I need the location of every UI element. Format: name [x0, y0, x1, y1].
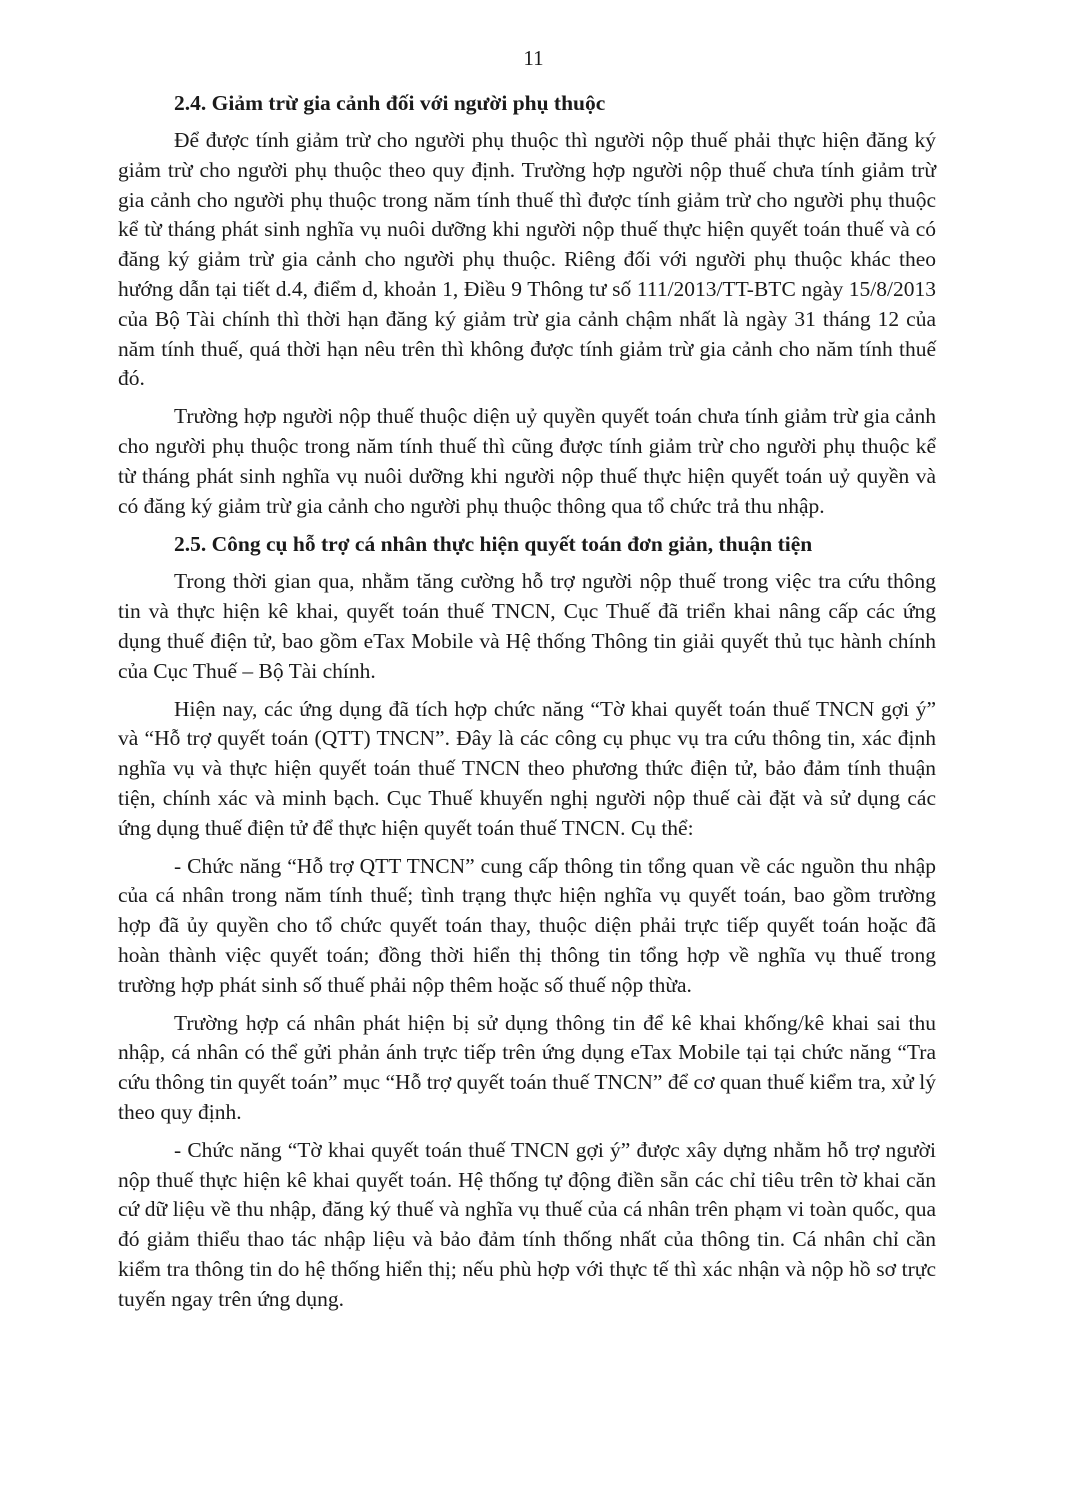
paragraph: Trong thời gian qua, nhằm tăng cường hỗ trợ người nộp thuế trong việc tra cứu thông tin và thực hiện kê khai, quyết toán thuế TNCN, Cục Thuế đã triển khai nâng cấp các ứng dụng thuế điện tử, bao gồm eTax Mobile và Hệ thống Thông tin giải quyết thủ tục hành chính của Cục Thuế – Bộ Tài chính. — [118, 569, 936, 683]
page-number: 11 — [523, 46, 544, 70]
section-heading-2-5: 2.5. Công cụ hỗ trợ cá nhân thực hiện quyết toán đơn giản, thuận tiện — [174, 532, 813, 557]
section-heading-2-4: 2.4. Giảm trừ gia cảnh đối với người phụ thuộc — [174, 91, 606, 115]
paragraph: - Chức năng “Hỗ trợ QTT TNCN” cung cấp thông tin tổng quan về các nguồn thu nhập của cá nhân trong năm tính thuế; tình trạng thực hiện nghĩa vụ quyết toán, bao gồm trường hợp đã ủy quyền cho tổ chức quyết toán thay, thuộc diện phải trực tiếp quyết toán hoặc đã hoàn thành việc quyết toán; đồng thời hiển thị thông tin tổng hợp về nghĩa vụ thuế trong trường hợp phát sinh số thuế phải nộp thêm hoặc số thuế nộp thừa. — [118, 853, 936, 997]
paragraph: - Chức năng “Tờ khai quyết toán thuế TNCN gợi ý” được xây dựng nhằm hỗ trợ người nộp thuế thực hiện kê khai quyết toán. Hệ thống tự động điền sẵn các chỉ tiêu trên tờ khai căn cứ dữ liệu về thu nhập, đăng ký thuế và nghĩa vụ thuế của cá nhân trên phạm vi toàn quốc, qua đó giảm thiểu thao tác nhập liệu và bảo đảm tính thống nhất của thông tin. Cá nhân chỉ cần kiểm tra thông tin do hệ thống hiển thị; nếu phù hợp với thực tế thì xác nhận và nộp hồ sơ trực tuyến ngay trên ứng dụng. — [118, 1137, 936, 1311]
document-body — [118, 88, 936, 1322]
paragraph: Để được tính giảm trừ cho người phụ thuộc thì người nộp thuế phải thực hiện đăng ký giảm trừ cho người phụ thuộc theo quy định. Trường hợp người nộp thuế chưa tính giảm trừ gia cảnh cho người phụ thuộc trong năm tính thuế thì được tính giảm trừ cho người phụ thuộc kể từ tháng phát sinh nghĩa vụ nuôi dưỡng khi người nộp thuế thực hiện quyết toán thuế và có đăng ký giảm trừ gia cảnh cho người phụ thuộc. Riêng đối với người phụ thuộc khác theo hướng dẫn tại tiết d.4, điểm d, khoản 1, Điều 9 Thông tư số 111/2013/TT-BTC ngày 15/8/2013 của Bộ Tài chính thì thời hạn đăng ký giảm trừ gia cảnh chậm nhất là ngày 31 tháng 12 của năm tính thuế, quá thời hạn nêu trên thì không được tính giảm trừ gia cảnh cho năm tính thuế đó. — [118, 128, 936, 391]
paragraph: Trường hợp cá nhân phát hiện bị sử dụng thông tin để kê khai khống/kê khai sai thu nhập, cá nhân có thể gửi phản ánh trực tiếp trên ứng dụng eTax Mobile tại tại chức năng “Tra cứu thông tin quyết toán” mục “Hỗ trợ quyết toán thuế TNCN” để cơ quan thuế kiểm tra, xử lý theo quy định. — [118, 1010, 936, 1124]
paragraph: Trường hợp người nộp thuế thuộc diện uỷ quyền quyết toán chưa tính giảm trừ gia cảnh cho người phụ thuộc trong năm tính thuế thì cũng được tính giảm trừ cho người phụ thuộc kể từ tháng phát sinh nghĩa vụ nuôi dưỡng khi người nộp thuế thực hiện quyết toán uỷ quyền và có đăng ký giảm trừ gia cảnh cho người phụ thuộc thông qua tổ chức trả thu nhập. — [118, 404, 936, 518]
paragraph: Hiện nay, các ứng dụng đã tích hợp chức năng “Tờ khai quyết toán thuế TNCN gợi ý” và “Hỗ trợ quyết toán (QTT) TNCN”. Đây là các công cụ phục vụ tra cứu thông tin, xác định nghĩa vụ và thực hiện quyết toán thuế TNCN theo phương thức điện tử, bảo đảm tính thuận tiện, chính xác và minh bạch. Cục Thuế khuyến nghị người nộp thuế cài đặt và sử dụng các ứng dụng thuế điện tử để thực hiện quyết toán thuế TNCN. Cụ thể: — [118, 696, 936, 840]
